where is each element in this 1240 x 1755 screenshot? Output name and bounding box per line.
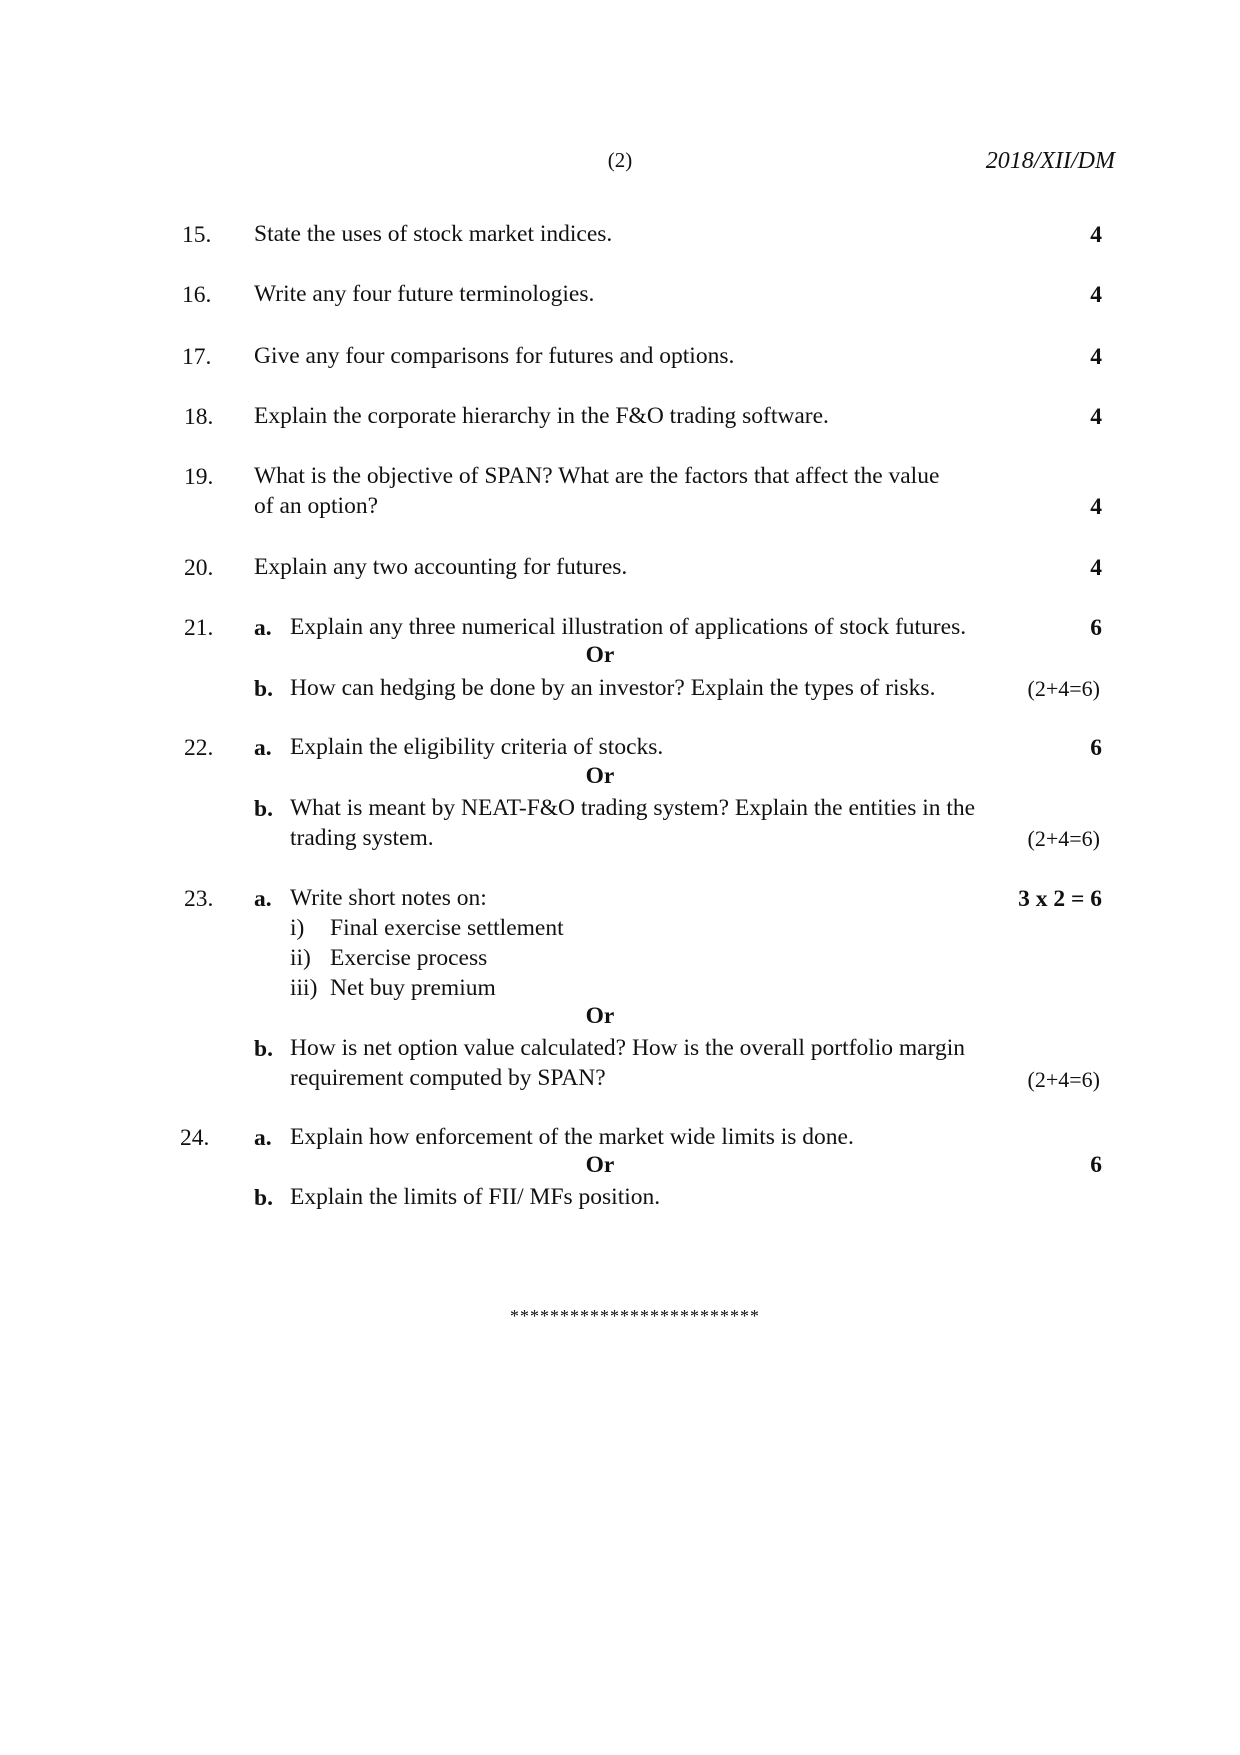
page-number: (2) bbox=[607, 148, 633, 172]
option-text-continued: requirement computed by SPAN? bbox=[290, 1065, 606, 1091]
option-text: Explain any three numerical illustration of applications of stock futures. bbox=[290, 614, 967, 640]
question-number: 18. bbox=[184, 404, 214, 430]
question-text: State the uses of stock market indices. bbox=[254, 221, 613, 247]
option-marks: 3 x 2 = 6 bbox=[1018, 886, 1102, 912]
option-text: Explain the limits of FII/ MFs position. bbox=[290, 1184, 661, 1210]
question-text: Write any four future terminologies. bbox=[254, 281, 595, 307]
option-letter: b. bbox=[254, 796, 273, 822]
option-text: How can hedging be done by an investor? Explain the types of risks. bbox=[290, 675, 936, 701]
option-text: How is net option value calculated? How is the overall portfolio margin bbox=[290, 1035, 966, 1061]
sub-item-label: ii) bbox=[290, 945, 311, 971]
question-number: 21. bbox=[184, 615, 214, 641]
option-letter: a. bbox=[254, 615, 272, 641]
question-number: 15. bbox=[182, 222, 212, 248]
sub-item-text: Final exercise settlement bbox=[330, 915, 564, 941]
question-text: Give any four comparisons for futures and options. bbox=[254, 343, 735, 369]
option-text-continued: trading system. bbox=[290, 825, 434, 851]
option-text: What is meant by NEAT-F&O trading system? Explain the entities in the bbox=[290, 795, 976, 821]
question-text: Explain the corporate hierarchy in the F&O trading software. bbox=[254, 403, 829, 429]
option-marks: (2+4=6) bbox=[1027, 1067, 1100, 1092]
question-marks: 4 bbox=[1090, 494, 1102, 520]
question-number: 20. bbox=[184, 555, 214, 581]
sub-item-label: iii) bbox=[290, 975, 318, 1001]
option-letter: a. bbox=[254, 1125, 272, 1151]
sub-item-label: i) bbox=[290, 915, 305, 941]
question-marks: 6 bbox=[1090, 1152, 1102, 1178]
option-letter: a. bbox=[254, 735, 272, 761]
question-marks: 4 bbox=[1090, 222, 1102, 248]
option-letter: b. bbox=[254, 1185, 273, 1211]
question-number: 16. bbox=[182, 282, 212, 308]
option-letter: b. bbox=[254, 1036, 273, 1062]
or-separator: Or bbox=[585, 1003, 615, 1029]
question-text: What is the objective of SPAN? What are the factors that affect the value bbox=[254, 463, 940, 489]
question-marks: 4 bbox=[1090, 344, 1102, 370]
option-text: Explain the eligibility criteria of stocks. bbox=[290, 734, 664, 760]
or-separator: Or bbox=[585, 1152, 615, 1178]
option-text: Write short notes on: bbox=[290, 885, 487, 911]
question-marks: 4 bbox=[1090, 555, 1102, 581]
question-number: 22. bbox=[184, 735, 214, 761]
question-number: 19. bbox=[184, 464, 214, 490]
paper-code: 2018/XII/DM bbox=[985, 148, 1115, 174]
option-text: Explain how enforcement of the market wide limits is done. bbox=[290, 1124, 854, 1150]
question-number: 17. bbox=[182, 344, 212, 370]
question-marks: 4 bbox=[1090, 404, 1102, 430]
option-marks: 6 bbox=[1090, 615, 1102, 641]
question-text-continued: of an option? bbox=[254, 493, 378, 519]
option-letter: b. bbox=[254, 676, 273, 702]
question-number: 24. bbox=[180, 1125, 210, 1151]
or-separator: Or bbox=[585, 763, 615, 789]
question-marks: 4 bbox=[1090, 282, 1102, 308]
option-letter: a. bbox=[254, 886, 272, 912]
question-text: Explain any two accounting for futures. bbox=[254, 554, 628, 580]
or-separator: Or bbox=[585, 642, 615, 668]
sub-item-text: Net buy premium bbox=[330, 975, 496, 1001]
question-number: 23. bbox=[184, 886, 214, 912]
option-marks: (2+4=6) bbox=[1027, 826, 1100, 851]
option-marks: (2+4=6) bbox=[1027, 676, 1100, 701]
option-marks: 6 bbox=[1090, 735, 1102, 761]
sub-item-text: Exercise process bbox=[330, 945, 488, 971]
end-of-paper-stars: ************************* bbox=[510, 1306, 760, 1326]
